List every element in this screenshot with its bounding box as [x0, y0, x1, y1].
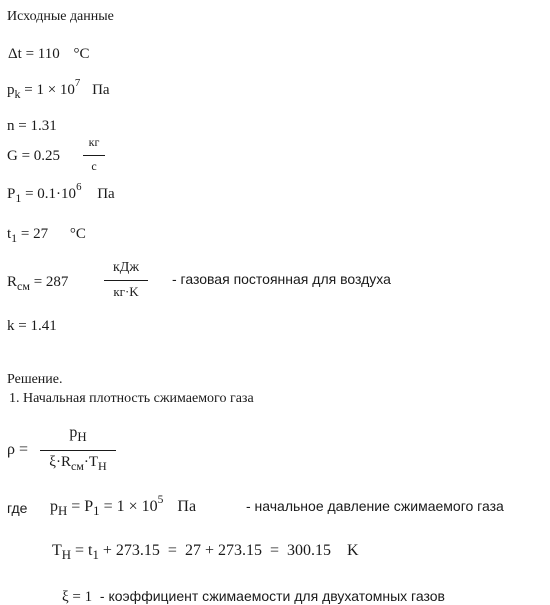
rho-den-part-b: ·T [83, 454, 99, 470]
xi-line [62, 589, 445, 605]
rho-den-sub-2: Н [98, 458, 107, 473]
pk-value: = 1 × 10 [20, 82, 75, 98]
g-unit-bar [83, 155, 105, 156]
p1-subscript: 1 [15, 190, 22, 205]
delta-t-line [8, 47, 90, 62]
ph-eq-2: = 1 × 10 [99, 498, 158, 515]
rcm-line [7, 274, 69, 293]
ph-exponent: 5 [157, 493, 164, 506]
p1-line [7, 181, 115, 205]
rho-fraction [40, 425, 116, 475]
g-unit-fraction [83, 136, 105, 176]
rcm-subscript: см [17, 278, 30, 293]
th-symbol: T [52, 542, 62, 559]
t1-line [7, 226, 86, 245]
rho-numerator [40, 424, 116, 445]
ph-eq-1: = P [67, 498, 94, 515]
pk-line [7, 77, 110, 101]
pk-unit: Па [92, 82, 110, 98]
th-subscript: Н [61, 548, 72, 563]
t1-symbol: t [7, 226, 12, 242]
rcm-note: - газовая постоянная для воздуха [172, 271, 391, 287]
p1-unit: Па [97, 186, 115, 202]
p1-value: = 0.1·10 [21, 186, 77, 202]
t1-value: = 27 [17, 226, 49, 242]
th-unit: K [347, 542, 359, 559]
solution-heading: Решение. [7, 372, 63, 387]
section-title-initial-data: Исходные данные [7, 9, 114, 24]
rho-denominator [40, 454, 116, 473]
ph-symbol: p [50, 498, 58, 515]
step-1-heading: 1. Начальная плотность сжимаемого газа [9, 391, 254, 406]
t1-unit: °C [69, 226, 86, 242]
rcm-unit-fraction [104, 261, 148, 303]
n-line: n = 1.31 [7, 118, 57, 134]
rho-den-part-a: ξ·R [49, 454, 71, 470]
rcm-unit-numerator: кДж [112, 260, 140, 275]
rho-den-sub-1: см [70, 458, 84, 473]
k-line: k = 1.41 [7, 318, 57, 334]
rcm-value: = 287 [29, 274, 69, 290]
rho-num-symbol: p [69, 424, 78, 441]
delta-t-unit: °C [73, 46, 90, 62]
g-unit-numerator: кг [88, 135, 100, 149]
where-label: где [7, 500, 28, 516]
rcm-unit-bar [104, 280, 148, 281]
pk-subscript: k [14, 86, 21, 101]
ph-note: - начальное давление сжимаемого газа [246, 498, 504, 514]
rho-num-subscript: Н [77, 430, 87, 445]
t1-subscript: 1 [11, 230, 18, 245]
th-subscript-2: 1 [92, 548, 99, 563]
th-eq-2: + 273.15 = 27 + 273.15 = 300.15 [98, 542, 331, 559]
p1-symbol: P [7, 186, 16, 202]
rho-fraction-bar [40, 450, 116, 451]
p1-exponent: 6 [76, 181, 82, 194]
rho-lhs: ρ = [7, 441, 29, 458]
th-equation [52, 542, 359, 563]
g-line: G = 0.25 [7, 148, 61, 164]
ph-subscript-2: 1 [93, 504, 100, 519]
xi-value: ξ = 1 [62, 589, 93, 605]
th-eq-1: = t [71, 542, 93, 559]
rcm-symbol: R [7, 274, 18, 290]
xi-note: - коэффициент сжимаемости для двухатомных газов [99, 588, 445, 604]
g-unit-denominator: с [91, 159, 97, 173]
pk-exponent: 7 [74, 77, 81, 90]
delta-t-symbol: Δt [8, 46, 22, 62]
ph-subscript: Н [58, 504, 68, 519]
ph-equation [50, 493, 197, 519]
rcm-unit-denominator: кг·K [113, 284, 139, 299]
ph-unit: Па [177, 498, 197, 515]
delta-t-value: = 110 [21, 46, 60, 62]
pk-symbol: p [7, 82, 15, 98]
